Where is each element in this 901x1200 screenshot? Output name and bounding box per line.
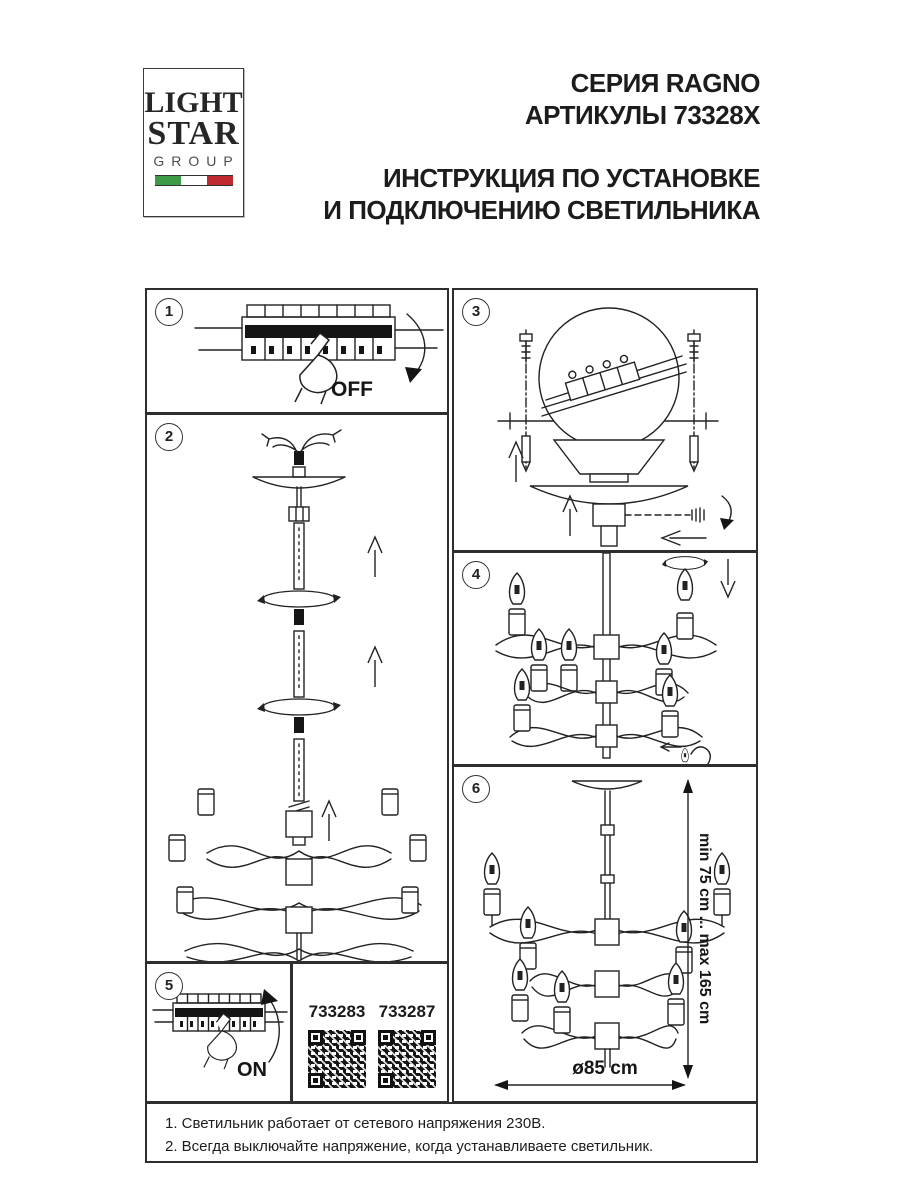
step-number-4: 4 [462,561,490,589]
qr-code-733287 [378,1030,436,1088]
step-number-1: 1 [155,298,183,326]
qr-panel [291,962,449,1103]
up-arrow-icon [322,801,336,841]
step-panel-3 [452,288,758,552]
article-code-2: 733287 [378,1002,436,1021]
qr-finder-icon [308,1030,323,1045]
rod-assembly-drawing [147,415,447,961]
qr-finder-icon [421,1030,436,1045]
step-number-6: 6 [462,775,490,803]
qr-finder-icon [351,1030,366,1045]
canopy-dome-icon [530,486,688,504]
canopy-icon [572,781,642,789]
up-arrow-icon [368,537,382,577]
breaker-off-drawing [147,290,447,412]
series-title: СЕРИЯ RAGNO [570,68,760,98]
chandelier-frame-icon [169,789,426,961]
bulb-screw-in-icon [662,557,735,600]
mount-screw-icon [520,330,532,471]
step-panel-4 [452,551,758,766]
switch-up-arrow-icon [261,989,279,1062]
step-panel-2 [145,413,449,963]
height-dimension-label: min 75 cm ... max 165 cm [696,833,713,1025]
articles-title: АРТИКУЛЫ 73328X [524,100,760,130]
doc-title-line1: ИНСТРУКЦИЯ ПО УСТАНОВКЕ [382,163,760,193]
set-screw-icon [692,508,704,522]
up-arrow-icon [509,442,523,482]
logo-line3: GROUP [153,152,240,169]
bulb-install-drawing [454,553,756,764]
on-label: ON [237,1059,267,1081]
up-arrow-icon [368,647,382,687]
article-code-1: 733283 [308,1002,366,1021]
qr-finder-icon [378,1073,393,1088]
step-panel-1 [145,288,449,414]
step-panel-6 [452,765,758,1103]
stem-icon [601,791,614,919]
rod-sections-icon [257,507,341,801]
step-panel-5 [145,962,292,1103]
bracket-funnel-icon [554,440,664,482]
footnote-1: 1. Светильник работает от сетевого напряжения 230В. [165,1115,546,1132]
footnote-2: 2. Всегда выключайте напряжение, когда устанавливаете светильник. [165,1138,654,1155]
off-label: OFF [331,378,373,401]
diameter-dimension-label: ø85 cm [572,1058,638,1079]
qr-finder-icon [308,1073,323,1088]
qr-finder-icon [378,1030,393,1045]
footnotes-panel [145,1102,758,1163]
zoom-balloon-icon [539,308,686,448]
ceiling-mount-drawing [454,290,756,550]
left-arrow-icon [662,531,706,545]
step-number-5: 5 [155,972,183,1000]
step-number-2: 2 [155,423,183,451]
up-arrow-icon [563,496,577,536]
canopy-icon [253,467,345,507]
step-number-3: 3 [462,298,490,326]
logo-line2: STAR [147,114,240,152]
rotate-arrow-icon [720,496,734,530]
italian-flag-icon [155,175,233,186]
qr-code-733283 [308,1030,366,1088]
ceiling-wires-icon [262,430,341,465]
hub-box-icon [593,504,704,546]
doc-title-line2: И ПОДКЛЮЧЕНИЮ СВЕТИЛЬНИКА [323,195,760,225]
logo-line1: LIGHT [144,86,243,119]
mount-screw-icon [688,330,700,471]
diameter-dimension-line [494,1080,686,1090]
lightstar-logo [143,68,244,217]
